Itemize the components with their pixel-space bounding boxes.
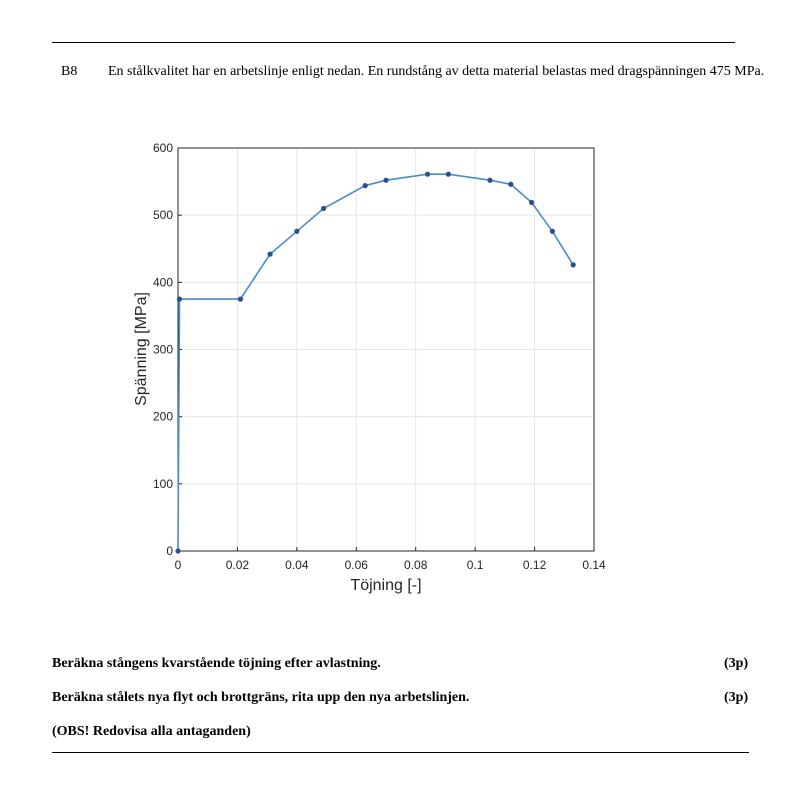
- problem-number: B8: [61, 64, 78, 79]
- data-point: [571, 263, 576, 268]
- x-tick-label: 0: [174, 558, 182, 572]
- data-point: [268, 252, 273, 257]
- data-point: [363, 183, 368, 188]
- x-tick-label: 0.04: [285, 558, 309, 572]
- data-point: [488, 178, 493, 183]
- data-point: [384, 178, 389, 183]
- x-tick-label: 0.14: [582, 558, 606, 572]
- data-point: [550, 229, 555, 234]
- x-tick-label: 0.1: [466, 558, 484, 572]
- y-tick-label: 0: [166, 544, 173, 558]
- y-tick-label: 100: [152, 476, 173, 491]
- data-point: [295, 229, 300, 234]
- x-axis-label: Töjning [-]: [350, 577, 422, 594]
- data-point: [425, 172, 430, 177]
- task-1-text: Beräkna stångens kvarstående töjning efter avlastning.: [52, 656, 381, 671]
- grid-lines: [178, 148, 594, 551]
- x-tick-label: 0.02: [225, 558, 250, 572]
- data-point: [176, 549, 181, 554]
- data-point: [321, 206, 326, 211]
- x-tick-label: 0.12: [522, 558, 547, 572]
- y-axis-label: Spänning [MPa]: [133, 292, 150, 406]
- y-tick-label: 600: [152, 141, 173, 155]
- data-point: [529, 200, 534, 205]
- data-point: [509, 182, 514, 187]
- problem-text: En stålkvalitet har en arbetslinje enligt nedan. En rundstång av detta material belastas med dragspänningen 475 MPa.: [108, 64, 765, 79]
- data-point: [238, 297, 243, 302]
- data-point: [446, 172, 451, 177]
- y-tick-label: 200: [152, 409, 173, 424]
- task-2-points: (3p): [724, 690, 749, 705]
- task-1-points: (3p): [724, 656, 749, 671]
- x-tick-label: 0.08: [404, 558, 428, 572]
- y-tick-label: 500: [152, 208, 173, 223]
- bottom-rule: [52, 752, 749, 753]
- task-2-text: Beräkna stålets nya flyt och brottgräns, rita upp den nya arbetslinjen.: [52, 690, 470, 705]
- task-note: (OBS! Redovisa alla antaganden): [52, 724, 251, 739]
- y-tick-label: 400: [152, 275, 173, 290]
- data-point: [177, 297, 182, 302]
- axis-ticks: [153, 141, 606, 572]
- data-markers: [176, 172, 576, 553]
- y-tick-label: 300: [152, 342, 173, 357]
- x-tick-label: 0.06: [344, 558, 368, 572]
